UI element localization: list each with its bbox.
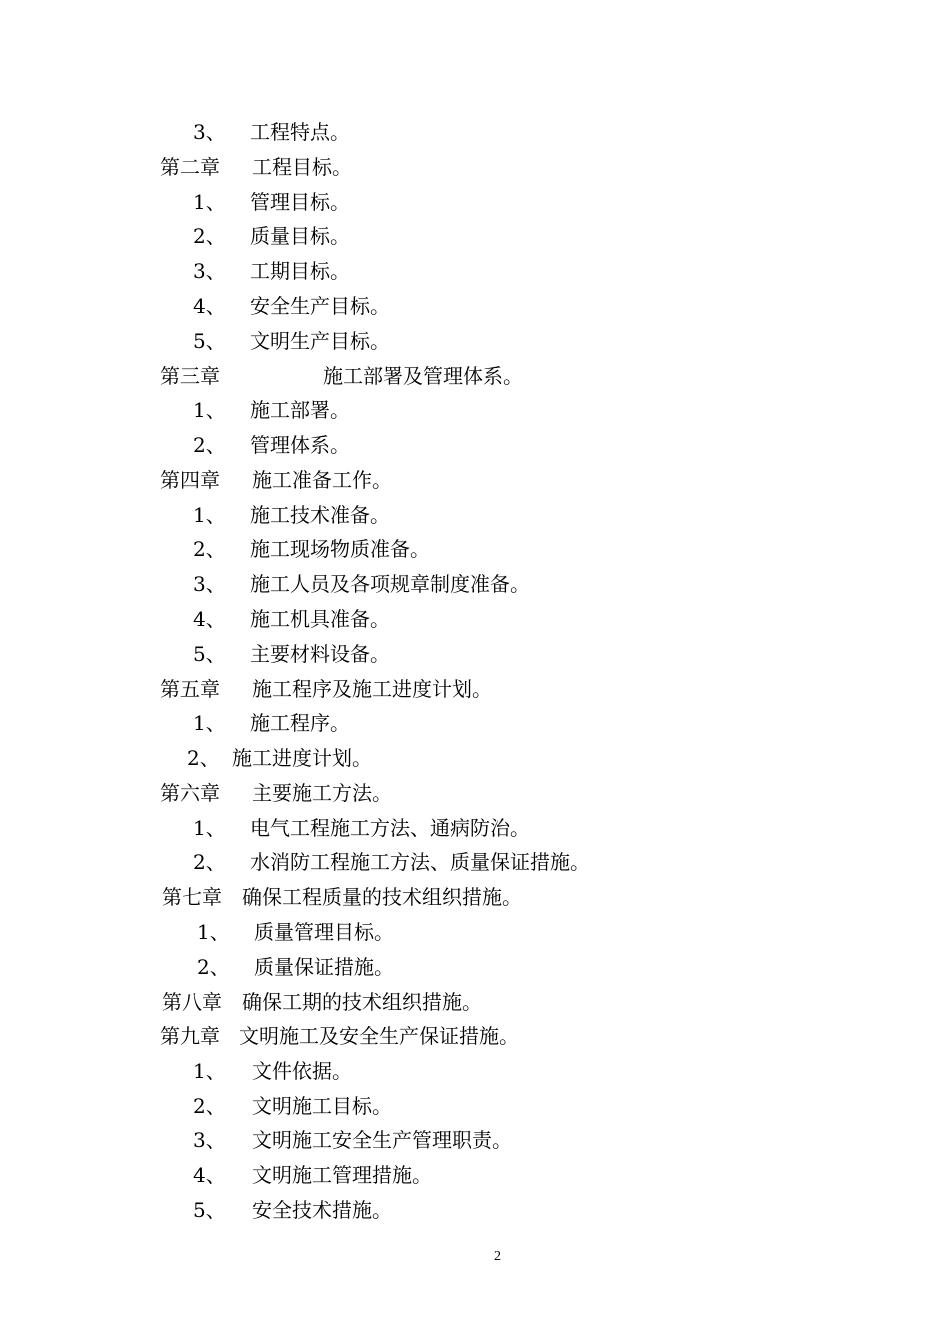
toc-chapter-number: 第五章 [160,677,220,701]
toc-entry-number: 2、 [197,955,230,979]
toc-entry-title: 质量管理目标。 [254,920,394,944]
toc-entry-number: 1、 [193,398,226,422]
toc-entry-number: 1、 [193,503,226,527]
toc-entry-title: 施工部署。 [250,398,350,422]
toc-chapter-title: 施工部署及管理体系。 [323,364,523,388]
toc-chapter-number: 第七章 [162,885,222,909]
toc-entry-number: 3、 [193,259,226,283]
toc-entry-number: 1、 [197,920,230,944]
toc-entry-title: 文明施工目标。 [252,1094,392,1118]
toc-chapter-number: 第二章 [160,155,220,179]
toc-entry-title: 施工现场物质准备。 [250,537,430,561]
toc-entry-number: 1、 [193,816,226,840]
toc-entry-title: 施工程序。 [250,711,350,735]
toc-chapter-number: 第三章 [160,364,220,388]
toc-entry-title: 管理目标。 [250,190,350,214]
toc-entry-number: 3、 [193,572,226,596]
toc-entry-title: 质量目标。 [250,224,350,248]
toc-entry-title: 文明施工安全生产管理职责。 [252,1128,512,1152]
toc-chapter-number: 第六章 [160,781,220,805]
toc-entry-title: 管理体系。 [250,433,350,457]
toc-entry-number: 2、 [187,746,220,770]
toc-entry-number: 2、 [193,433,226,457]
toc-chapter-number: 第八章 [162,990,222,1014]
toc-entry-title: 施工人员及各项规章制度准备。 [250,572,530,596]
toc-entry-number: 2、 [193,537,226,561]
toc-entry-title: 安全技术措施。 [252,1198,392,1222]
toc-entry-number: 2、 [193,1094,226,1118]
toc-entry-number: 1、 [193,190,226,214]
toc-chapter-number: 第九章 [160,1024,220,1048]
toc-entry-title: 主要材料设备。 [250,642,390,666]
toc-chapter-title: 确保工程质量的技术组织措施。 [242,885,522,909]
toc-entry-number: 5、 [193,329,226,353]
toc-entry-number: 1、 [193,1059,226,1083]
toc-entry-number: 4、 [193,1163,226,1187]
toc-entry-number: 1、 [193,711,226,735]
page-number: 2 [494,1249,501,1264]
toc-chapter-title: 文明施工及安全生产保证措施。 [239,1024,519,1048]
toc-entry-title: 施工机具准备。 [250,607,390,631]
toc-entry-number: 3、 [193,1128,226,1152]
toc-chapter-title: 工程目标。 [252,155,352,179]
toc-entry-title: 工期目标。 [250,259,350,283]
toc-entry-number: 4、 [193,294,226,318]
toc-chapter-title: 施工程序及施工进度计划。 [252,677,492,701]
toc-entry-title: 文明生产目标。 [250,329,390,353]
toc-entry-number: 5、 [193,1198,226,1222]
toc-entry-number: 2、 [193,850,226,874]
toc-entry-title: 安全生产目标。 [250,294,390,318]
toc-entry-title: 施工技术准备。 [250,503,390,527]
toc-entry-title: 施工进度计划。 [232,746,372,770]
toc-entry-title: 工程特点。 [250,120,350,144]
toc-entry-number: 3、 [193,120,226,144]
toc-entry-title: 电气工程施工方法、通病防治。 [250,816,530,840]
toc-chapter-number: 第四章 [160,468,220,492]
toc-chapter-title: 主要施工方法。 [252,781,392,805]
toc-entry-title: 水消防工程施工方法、质量保证措施。 [250,850,590,874]
toc-chapter-title: 确保工期的技术组织措施。 [242,990,482,1014]
toc-entry-number: 2、 [193,224,226,248]
toc-entry-number: 4、 [193,607,226,631]
toc-entry-title: 文明施工管理措施。 [252,1163,432,1187]
toc-entry-number: 5、 [193,642,226,666]
toc-entry-title: 文件依据。 [252,1059,352,1083]
toc-chapter-title: 施工准备工作。 [252,468,392,492]
toc-entry-title: 质量保证措施。 [254,955,394,979]
